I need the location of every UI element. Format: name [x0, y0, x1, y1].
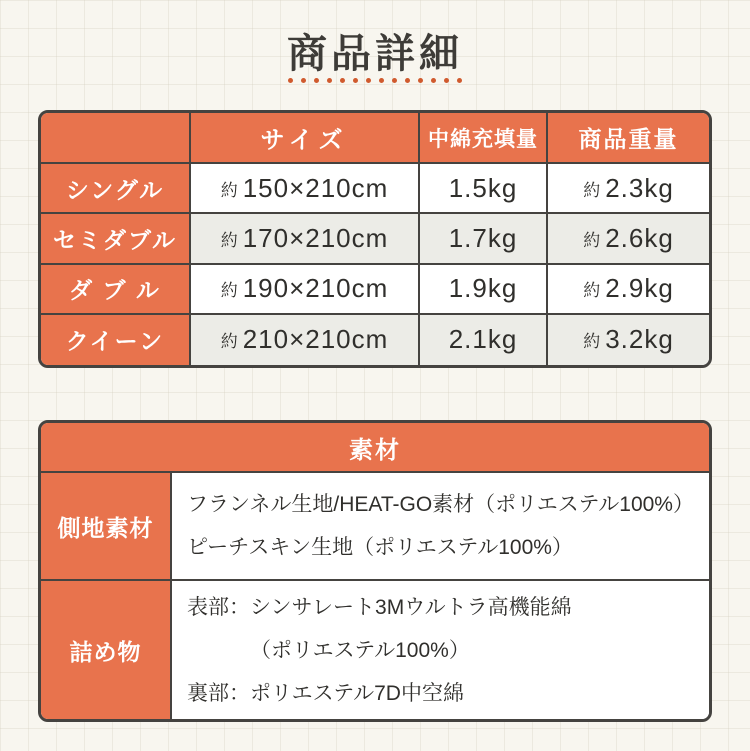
- material-row-label: 詰め物: [41, 581, 172, 719]
- dot-icon: [301, 78, 306, 83]
- size-row-label: ダ ブ ル: [41, 265, 191, 315]
- approx-prefix: 約: [220, 281, 238, 301]
- dot-icon: [353, 78, 358, 83]
- dot-icon: [418, 78, 423, 83]
- size-row-label: クイーン: [41, 315, 191, 365]
- dot-icon: [405, 78, 410, 83]
- fill-cell: [420, 265, 548, 315]
- approx-prefix: 約: [583, 230, 601, 250]
- size-cell: [191, 315, 420, 365]
- weight-value: 2.3kg: [605, 172, 674, 203]
- material-table-header: 素材: [41, 423, 709, 473]
- weight-value: 2.6kg: [605, 222, 674, 253]
- dot-icon: [340, 78, 345, 83]
- page-title: 商品詳細: [287, 32, 463, 76]
- approx-prefix: 約: [220, 230, 238, 250]
- size-cell: [191, 265, 420, 315]
- dot-icon: [327, 78, 332, 83]
- dot-icon: [431, 78, 436, 83]
- approx-prefix: 約: [583, 281, 601, 301]
- weight-cell: [548, 265, 709, 315]
- material-content: [172, 473, 709, 581]
- dots-divider: [0, 78, 750, 83]
- size-value: 210×210cm: [242, 324, 389, 355]
- material-table: [38, 420, 712, 722]
- approx-prefix: 約: [220, 180, 238, 200]
- fill-value: 1.9kg: [448, 273, 518, 304]
- approx-prefix: 約: [220, 332, 238, 352]
- size-table-header-weight: 商品重量: [548, 113, 709, 164]
- fill-value: 1.7kg: [448, 222, 518, 253]
- size-value: 150×210cm: [242, 172, 389, 203]
- material-line: 表部：シンサレート3Mウルトラ高機能綿: [187, 595, 572, 619]
- size-table: [38, 110, 712, 368]
- material-line: （ポリエステル100%）: [250, 638, 470, 662]
- dot-icon: [288, 78, 293, 83]
- size-cell: [191, 214, 420, 264]
- fill-cell: [420, 164, 548, 214]
- dot-icon: [379, 78, 384, 83]
- material-line: 裏部：ポリエステル7D中空綿: [187, 681, 464, 705]
- weight-cell: [548, 315, 709, 365]
- dot-icon: [366, 78, 371, 83]
- weight-cell: [548, 214, 709, 264]
- material-content: [172, 581, 709, 719]
- material-line: ピーチスキン生地（ポリエステル100%）: [187, 536, 573, 559]
- size-table-header-size: サイズ: [191, 113, 420, 164]
- dot-icon: [392, 78, 397, 83]
- size-row-label: セミダブル: [41, 214, 191, 264]
- fill-value: 2.1kg: [448, 324, 518, 355]
- dot-icon: [457, 78, 462, 83]
- size-cell: [191, 164, 420, 214]
- material-row-label: 側地素材: [41, 473, 172, 581]
- dot-icon: [314, 78, 319, 83]
- approx-prefix: 約: [583, 332, 601, 352]
- fill-cell: [420, 214, 548, 264]
- size-table-header-fill: 中綿充填量: [420, 113, 548, 164]
- weight-cell: [548, 164, 709, 214]
- dot-icon: [444, 78, 449, 83]
- size-row-label: シングル: [41, 164, 191, 214]
- approx-prefix: 約: [583, 180, 601, 200]
- weight-value: 2.9kg: [605, 273, 674, 304]
- fill-value: 1.5kg: [448, 172, 518, 203]
- size-value: 170×210cm: [242, 222, 389, 253]
- fill-cell: [420, 315, 548, 365]
- size-value: 190×210cm: [242, 273, 389, 304]
- size-table-header-empty: [41, 113, 191, 164]
- weight-value: 3.2kg: [605, 324, 674, 355]
- material-line: フランネル生地/HEAT-GO素材（ポリエステル100%）: [187, 493, 694, 516]
